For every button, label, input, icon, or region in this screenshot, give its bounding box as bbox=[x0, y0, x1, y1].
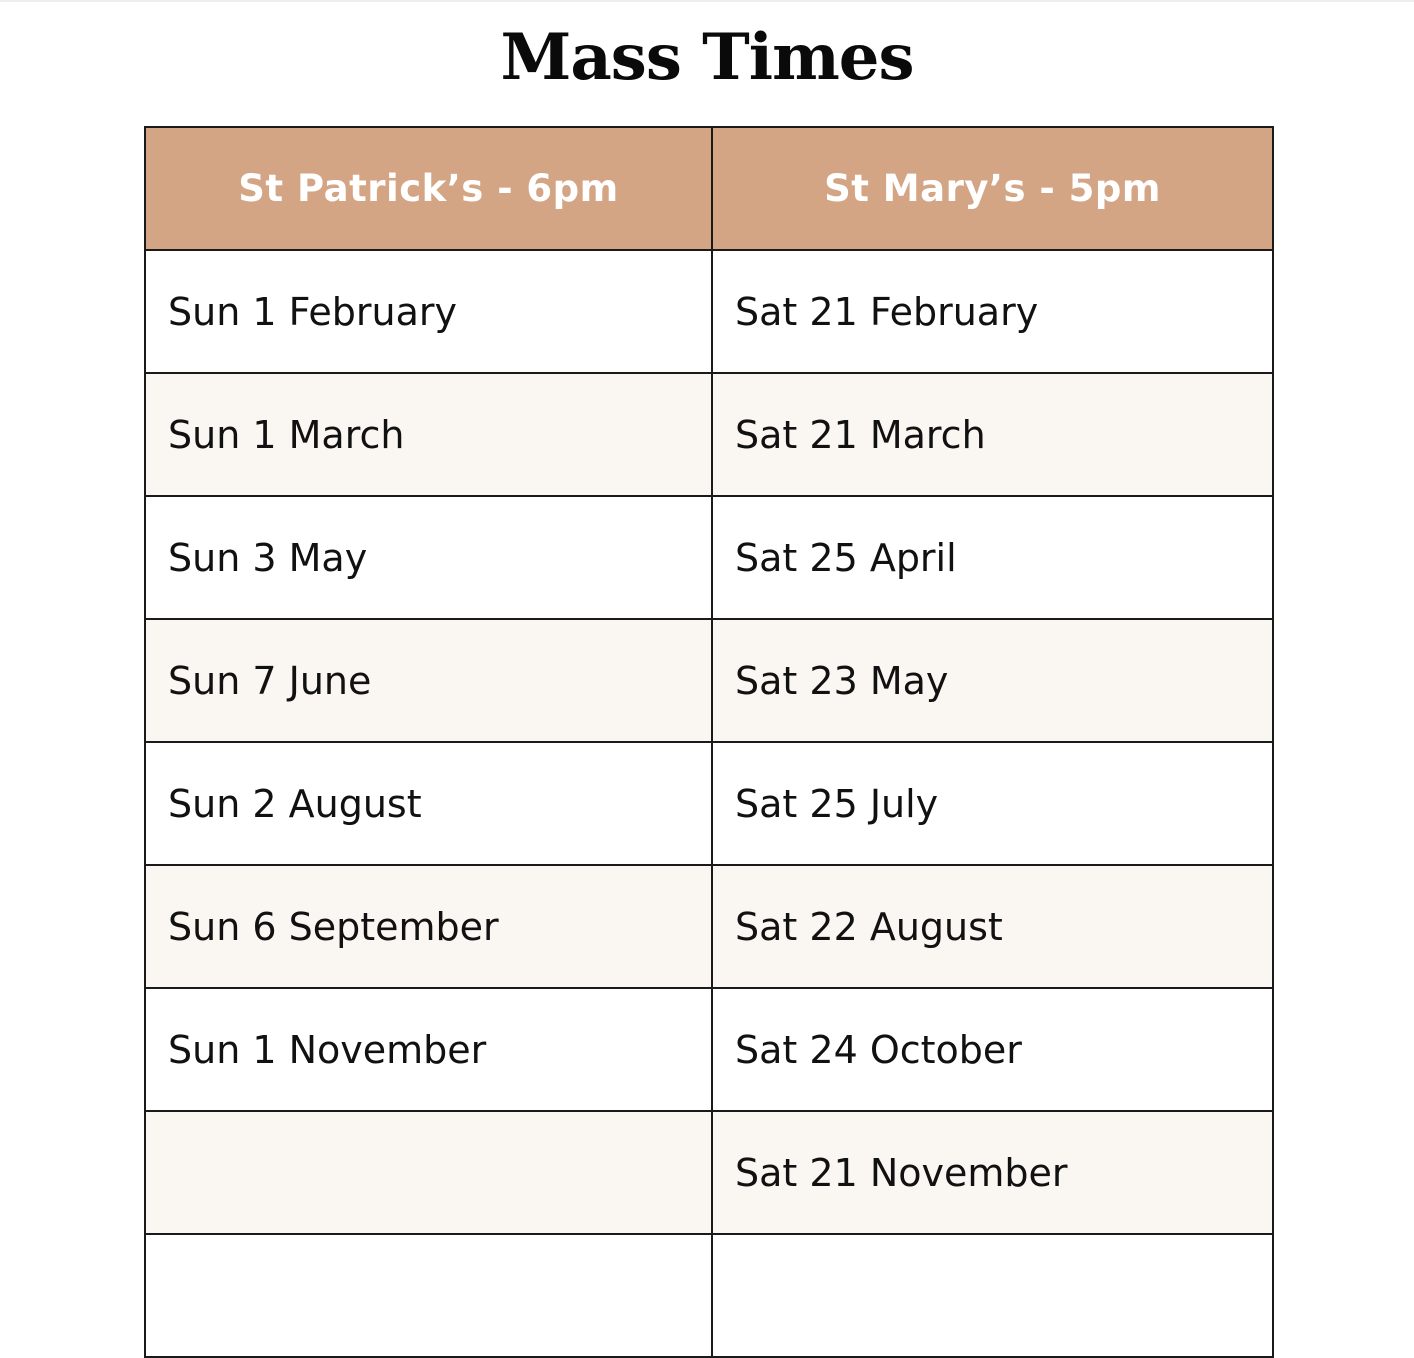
mass-times-table bbox=[144, 126, 1274, 1358]
table-cell-st-marys: Sat 24 October bbox=[712, 988, 1273, 1111]
table-row bbox=[145, 865, 1273, 988]
table-cell-st-marys: Sat 21 March bbox=[712, 373, 1273, 496]
table-cell-st-patricks: Sun 3 May bbox=[145, 496, 712, 619]
table-row bbox=[145, 619, 1273, 742]
column-header-st-patricks: St Patrick’s - 6pm bbox=[145, 127, 712, 250]
table-row bbox=[145, 250, 1273, 373]
table-cell-st-marys: Sat 25 April bbox=[712, 496, 1273, 619]
table-cell-st-patricks: Sun 1 November bbox=[145, 988, 712, 1111]
table-cell-st-marys: Sat 23 May bbox=[712, 619, 1273, 742]
table-cell-st-patricks bbox=[145, 1234, 712, 1357]
table-header-row bbox=[145, 127, 1273, 250]
table-cell-st-patricks: Sun 1 February bbox=[145, 250, 712, 373]
table-row bbox=[145, 1234, 1273, 1357]
table-cell-st-patricks: Sun 1 March bbox=[145, 373, 712, 496]
table-row bbox=[145, 496, 1273, 619]
table-cell-st-patricks: Sun 6 September bbox=[145, 865, 712, 988]
table-row bbox=[145, 1111, 1273, 1234]
table-cell-st-marys: Sat 21 February bbox=[712, 250, 1273, 373]
column-header-st-marys: St Mary’s - 5pm bbox=[712, 127, 1273, 250]
table-cell-st-patricks bbox=[145, 1111, 712, 1234]
table-cell-st-patricks: Sun 2 August bbox=[145, 742, 712, 865]
table-row bbox=[145, 988, 1273, 1111]
table-row bbox=[145, 373, 1273, 496]
table-cell-st-patricks: Sun 7 June bbox=[145, 619, 712, 742]
table-cell-st-marys bbox=[712, 1234, 1273, 1357]
page-title: Mass Times bbox=[500, 20, 914, 95]
table-cell-st-marys: Sat 21 November bbox=[712, 1111, 1273, 1234]
table-cell-st-marys: Sat 22 August bbox=[712, 865, 1273, 988]
table-row bbox=[145, 742, 1273, 865]
top-divider bbox=[0, 0, 1414, 2]
table-cell-st-marys: Sat 25 July bbox=[712, 742, 1273, 865]
